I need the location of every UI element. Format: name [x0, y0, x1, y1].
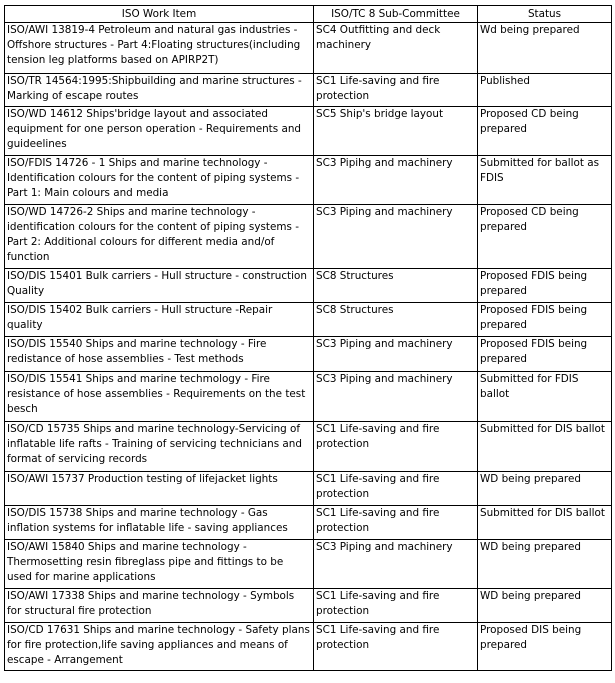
table-row: [5, 107, 612, 156]
work-item-cell: ISO/CD 15735 Ships and marine technology-Servicing of inflatable life rafts - Training of servicing technicians and format of servicing records: [5, 422, 314, 472]
work-item-cell: ISO/DIS 15540 Ships and marine technology - Fire redistance of hose assemblies - Test methods: [5, 337, 314, 372]
header-sub-committee: ISO/TC 8 Sub-Committee: [314, 6, 478, 23]
sub-committee-cell: SC1 Life-saving and fire protection: [314, 589, 478, 623]
table-row: [5, 337, 612, 372]
table-row: [5, 156, 612, 205]
sub-committee-cell: SC1 Life-saving and fire protection: [314, 506, 478, 540]
sub-committee-cell: SC8 Structures: [314, 269, 478, 303]
work-item-cell: ISO/DIS 15738 Ships and marine technology - Gas inflation systems for inflatable life - saving appliances: [5, 506, 314, 540]
header-iso-work-item: ISO Work Item: [5, 6, 314, 23]
table-row: [5, 422, 612, 472]
table-row: [5, 205, 612, 269]
status-cell: Proposed DIS being prepared: [478, 623, 612, 671]
work-item-cell: ISO/FDIS 14726 - 1 Ships and marine technology - Identification colours for the content of piping systems - Part 1: Main colours and media: [5, 156, 314, 205]
table-row: [5, 623, 612, 671]
status-cell: Proposed CD being prepared: [478, 205, 612, 269]
status-cell: Proposed FDIS being prepared: [478, 269, 612, 303]
status-cell: WD being prepared: [478, 472, 612, 506]
table-row: [5, 74, 612, 107]
status-cell: Proposed FDIS being prepared: [478, 337, 612, 372]
work-item-cell: ISO/DIS 15541 Ships and marine techmology - Fire resistance of hose assemblies - Requirements on the test besch: [5, 372, 314, 422]
table-row: [5, 303, 612, 337]
status-cell: Submitted for DIS ballot: [478, 422, 612, 472]
status-cell: Proposed CD being prepared: [478, 107, 612, 156]
work-item-cell: ISO/WD 14726-2 Ships and marine technology - identification colours for the content of piping systems - Part 2: Additional colours for different media and/of function: [5, 205, 314, 269]
sub-committee-cell: SC3 Piping and machinery: [314, 372, 478, 422]
work-item-cell: ISO/DIS 15401 Bulk carriers - Hull structure - construction Quality: [5, 269, 314, 303]
table-header-row: [5, 6, 612, 23]
status-cell: WD being prepared: [478, 540, 612, 589]
sub-committee-cell: SC4 Outfitting and deck machinery: [314, 23, 478, 74]
status-cell: Submitted for DIS ballot: [478, 506, 612, 540]
status-cell: WD being prepared: [478, 589, 612, 623]
status-cell: Proposed FDIS being prepared: [478, 303, 612, 337]
sub-committee-cell: SC3 Piping and machinery: [314, 540, 478, 589]
table-row: [5, 472, 612, 506]
sub-committee-cell: SC1 Life-saving and fire protection: [314, 74, 478, 107]
table-row: [5, 540, 612, 589]
sub-committee-cell: SC1 Life-saving and fire protection: [314, 422, 478, 472]
status-cell: Published: [478, 74, 612, 107]
iso-work-items-table: [4, 5, 612, 671]
sub-committee-cell: SC3 Piping and machinery: [314, 337, 478, 372]
table-row: [5, 589, 612, 623]
work-item-cell: ISO/AWI 17338 Ships and marine technology - Symbols for structural fire protection: [5, 589, 314, 623]
work-item-cell: ISO/AWI 15840 Ships and marine technology - Thermosetting resin fibreglass pipe and fittings to be used for marine applications: [5, 540, 314, 589]
status-cell: Wd being prepared: [478, 23, 612, 74]
sub-committee-cell: SC3 Piping and machinery: [314, 205, 478, 269]
work-item-cell: ISO/DIS 15402 Bulk carriers - Hull structure -Repair quality: [5, 303, 314, 337]
sub-committee-cell: SC1 Life-saving and fire protection: [314, 472, 478, 506]
work-item-cell: ISO/AWI 15737 Production testing of lifejacket lights: [5, 472, 314, 506]
work-item-cell: ISO/CD 17631 Ships and marine technology - Safety plans for fire protection,life saving appliances and means of escape - Arrangement: [5, 623, 314, 671]
table-row: [5, 269, 612, 303]
sub-committee-cell: SC1 Life-saving and fire protection: [314, 623, 478, 671]
table-row: [5, 506, 612, 540]
sub-committee-cell: SC5 Ship's bridge layout: [314, 107, 478, 156]
table-row: [5, 23, 612, 74]
table-row: [5, 372, 612, 422]
sub-committee-cell: SC3 Pipihg and machinery: [314, 156, 478, 205]
status-cell: Submitted for FDIS ballot: [478, 372, 612, 422]
status-cell: Submitted for ballot as FDIS: [478, 156, 612, 205]
header-status: Status: [478, 6, 612, 23]
work-item-cell: ISO/WD 14612 Ships'bridge layout and associated equipment for one person operation - Requirements and guideelines: [5, 107, 314, 156]
work-item-cell: ISO/TR 14564:1995:Shipbuilding and marine structures - Marking of escape routes: [5, 74, 314, 107]
work-item-cell: ISO/AWI 13819-4 Petroleum and natural gas industries - Offshore structures - Part 4:Floating structures(including tension leg platforms based on APIRP2T): [5, 23, 314, 74]
sub-committee-cell: SC8 Structures: [314, 303, 478, 337]
